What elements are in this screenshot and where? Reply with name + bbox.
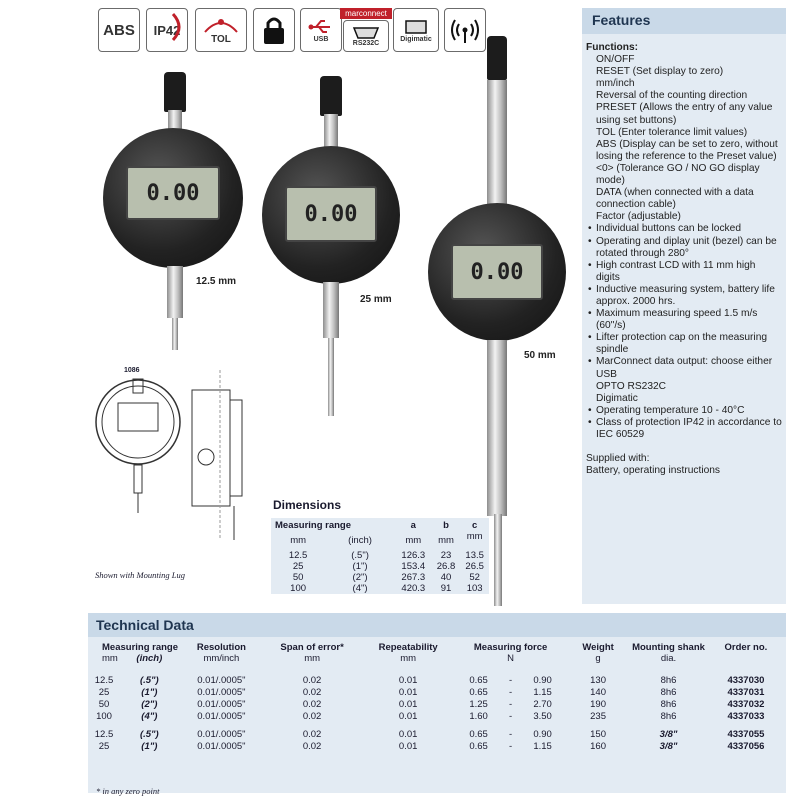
tech-cell: 0.90 <box>533 729 552 740</box>
tech-cell: 100 <box>96 711 112 722</box>
function-item: ON/OFF <box>596 54 635 66</box>
tech-cell: - <box>509 711 513 722</box>
tech-cell: 0.65 <box>469 729 488 740</box>
features-panel <box>582 8 786 604</box>
dimensions-cell: 126.3 <box>401 550 426 561</box>
rs232c-badge <box>343 20 389 52</box>
gauge-2-cap <box>320 76 342 116</box>
technical-data-title: Technical Data <box>88 613 786 637</box>
tech-cell: 4337056 <box>727 741 765 752</box>
tech-cell: 4337055 <box>727 729 765 740</box>
lock-badge <box>253 8 295 52</box>
function-item: <0> (Tolerance GO / NO GO display mode) <box>596 162 760 187</box>
tech-cell: 25 <box>98 741 110 752</box>
tech-cell: 0.02 <box>302 711 322 722</box>
dimensions-cell: 25 <box>292 561 304 572</box>
dimensions-row <box>271 572 489 583</box>
dimensions-cell: 91 <box>440 583 452 594</box>
output-option: OPTO RS232C <box>596 380 667 392</box>
gauge-1-display: 0.00 <box>126 166 220 220</box>
dim-header-b: b <box>443 520 449 531</box>
tech-cell: 1.15 <box>533 741 552 752</box>
dimensions-cell: 420.3 <box>401 583 426 594</box>
drawing-caption: Shown with Mounting Lug <box>95 570 185 580</box>
tech-cell: (.5") <box>139 729 159 740</box>
dimensions-title: Dimensions <box>273 498 342 512</box>
dimensions-cell: 12.5 <box>288 550 308 561</box>
tech-cell: 4337031 <box>727 687 765 698</box>
tech-cell: 0.02 <box>302 741 322 752</box>
gauge-3-tip <box>494 514 502 606</box>
output-option: Digimatic <box>596 392 638 404</box>
functions-heading: Functions: <box>586 42 639 53</box>
digimatic-badge <box>393 8 439 52</box>
tech-cell: 4337033 <box>727 711 765 722</box>
dim-unit: mm <box>405 535 422 546</box>
tech-header: Measuring force <box>473 642 548 653</box>
tech-cell: 0.01/.0005" <box>197 729 246 740</box>
technical-data-body <box>88 637 786 793</box>
tech-cell: 0.02 <box>302 675 322 686</box>
technical-drawing <box>90 365 255 580</box>
function-item: PRESET (Allows the entry of any value using set buttons) <box>596 102 773 126</box>
tech-header: Resolution <box>196 642 246 653</box>
gauge-1-spindle <box>167 266 183 318</box>
ip42-label: IP42 <box>153 22 181 38</box>
dimensions-cell: 23 <box>440 550 452 561</box>
tech-header: Order no. <box>724 642 768 653</box>
dim-header-range: Measuring range <box>275 520 352 531</box>
wireless-badge <box>444 8 486 52</box>
tech-unit: mm <box>400 653 417 664</box>
tech-cell: 1.60 <box>469 711 488 722</box>
tech-cell: 0.01 <box>398 675 418 686</box>
dimensions-cell: 40 <box>440 572 452 583</box>
feature-bullet: • Class of protection IP42 in accordance to IEC 60529 <box>586 417 782 441</box>
tech-unit-row <box>88 653 786 675</box>
dimensions-cell: 267.3 <box>401 572 426 583</box>
tech-cell: 0.65 <box>469 675 488 686</box>
gauge-2-top-stem <box>324 114 338 148</box>
gauge-3-display: 0.00 <box>451 244 543 300</box>
tech-cell: (1") <box>141 687 158 698</box>
tech-unit: g <box>595 653 601 664</box>
tech-cell: 0.01 <box>398 687 418 698</box>
features-body <box>582 34 786 477</box>
tech-cell: - <box>509 741 513 752</box>
lock-icon <box>262 15 286 45</box>
tech-cell: 0.01 <box>398 711 418 722</box>
features-title: Features <box>582 8 786 34</box>
supplied-text: Battery, operating instructions <box>586 465 721 477</box>
tech-header: Weight <box>582 642 614 653</box>
dim-header-c: c <box>472 520 478 531</box>
tech-row <box>88 711 786 723</box>
tech-cell: 8h6 <box>660 699 677 710</box>
tech-cell: - <box>509 699 513 710</box>
tech-unit: mm <box>304 653 321 664</box>
tech-cell: 0.65 <box>469 741 488 752</box>
tech-cell: (1") <box>141 741 158 752</box>
function-item: Factor (adjustable) <box>596 211 681 223</box>
dimensions-cell: 13.5 <box>465 550 484 561</box>
marconnect-banner: marconnect <box>340 8 392 19</box>
tol-label: TOL <box>211 33 231 45</box>
tech-cell: 2.70 <box>533 699 552 710</box>
rs232c-connector-icon <box>352 26 380 40</box>
tech-cell: 235 <box>590 711 606 722</box>
tech-cell: 0.90 <box>533 675 552 686</box>
tech-header: Repeatability <box>378 642 438 653</box>
gauge-1-cap <box>164 72 186 112</box>
dimensions-cell: (1") <box>352 561 368 572</box>
tech-cell: 3/8" <box>659 741 678 752</box>
tech-cell: 12.5 <box>94 675 114 686</box>
drawing-model-label: 1086 <box>124 367 140 374</box>
tech-cell: 12.5 <box>94 729 114 740</box>
tol-gauge-icon <box>201 16 241 34</box>
tech-unit: mm/inch <box>203 653 240 664</box>
ip42-badge <box>146 8 188 52</box>
function-item: ABS (Display can be set to zero, without losing the reference to the Preset value) <box>596 138 778 162</box>
tech-cell: 0.02 <box>302 699 322 710</box>
digimatic-label: Digimatic <box>400 35 432 43</box>
dimensions-cell: 103 <box>466 583 483 594</box>
tech-cell: 0.01 <box>398 729 418 740</box>
dim-unit: (inch) <box>348 535 372 546</box>
gauge-3-cap <box>487 36 507 80</box>
usb-badge <box>300 8 342 52</box>
tech-cell: - <box>509 729 513 740</box>
function-item: Reversal of the counting direction <box>596 90 748 102</box>
dimensions-cell: (4") <box>352 583 368 594</box>
tech-cell: 0.02 <box>302 687 322 698</box>
dimensions-cell: (.5") <box>351 550 369 561</box>
dimensions-header-row <box>271 518 489 531</box>
tech-unit: mm <box>102 653 118 664</box>
tol-badge <box>195 8 247 52</box>
tech-unit-empty <box>706 653 786 675</box>
feature-bullet: • Individual buttons can be locked <box>586 223 782 235</box>
ip42-arc-icon <box>171 12 185 42</box>
tech-row <box>88 741 786 753</box>
dim-header-a: a <box>410 520 416 531</box>
dimensions-cell: 153.4 <box>401 561 426 572</box>
tech-cell: (2") <box>141 699 158 710</box>
tech-row <box>88 675 786 687</box>
tech-header: Measuring range <box>102 642 179 653</box>
tech-cell: 0.01/.0005" <box>197 711 246 722</box>
tech-cell: 150 <box>590 729 606 740</box>
gauge-2-spindle <box>323 282 339 338</box>
dim-unit: mm <box>438 535 454 546</box>
tech-cell: 0.65 <box>469 687 488 698</box>
tech-cell: 4337032 <box>727 699 765 710</box>
tech-cell: 3/8" <box>659 729 678 740</box>
gauge-2-label: 25 mm <box>360 294 392 305</box>
dimensions-row <box>271 583 489 594</box>
feature-bullet: • Lifter protection cap on the measuring spindle <box>586 332 782 356</box>
dimensions-cell: 100 <box>290 583 307 594</box>
output-option: USB <box>596 368 617 380</box>
feature-bullet: • Operating temperature 10 - 40°C <box>586 405 782 417</box>
dimensions-unit-row <box>271 531 489 550</box>
gauge-2-tip <box>328 338 334 416</box>
tech-cell: 0.01/.0005" <box>197 699 246 710</box>
feature-bullet: • Maximum measuring speed 1.5 m/s (60"/s) <box>586 308 782 332</box>
tech-cell: 0.01/.0005" <box>197 741 246 752</box>
tech-cell: 1.15 <box>533 687 552 698</box>
gauge-3-top-stem <box>487 80 507 208</box>
abs-badge: ABS <box>98 8 140 52</box>
dimensions-cell: (2") <box>352 572 368 583</box>
dimensions-table <box>271 518 489 594</box>
technical-data-panel <box>88 613 786 793</box>
wireless-icon <box>450 15 480 45</box>
gauge-3-label: 50 mm <box>524 350 556 361</box>
feature-bullet: • Operating and diplay unit (bezel) can be rotated through 280° <box>586 236 782 260</box>
dim-unit: mm <box>466 531 483 542</box>
tech-cell: - <box>509 675 513 686</box>
function-item: TOL (Enter tolerance limit values) <box>596 126 748 138</box>
tech-cell: 3.50 <box>533 711 552 722</box>
tech-cell: 0.01 <box>398 741 418 752</box>
feature-bullet: • MarConnect data output: choose either <box>586 356 782 368</box>
drawing-front-view <box>90 365 255 555</box>
function-item: RESET (Set display to zero) <box>596 66 724 78</box>
tech-cell: 4337030 <box>727 675 765 686</box>
function-item: mm/inch <box>596 78 635 90</box>
tech-cell: 8h6 <box>660 687 677 698</box>
gauge-2-display: 0.00 <box>285 186 377 242</box>
tech-cell: 140 <box>590 687 606 698</box>
technical-footnote: * in any zero point <box>96 786 160 796</box>
tech-header: Span of error* <box>280 642 344 653</box>
tech-row <box>88 699 786 711</box>
tech-cell: 25 <box>98 687 110 698</box>
gauge-3-spindle <box>487 340 507 516</box>
tech-cell: (4") <box>141 711 158 722</box>
tech-cell: 8h6 <box>660 675 677 686</box>
dimensions-cell: 26.5 <box>465 561 484 572</box>
tech-unit: dia. <box>660 653 677 664</box>
dimensions-row <box>271 550 489 561</box>
tech-cell: 160 <box>590 741 606 752</box>
tech-unit: (inch) <box>136 653 163 664</box>
tech-header: Mounting shank <box>632 642 705 653</box>
function-item: DATA (when connected with a data connection cable) <box>596 187 754 211</box>
dimensions-panel <box>271 498 491 608</box>
tech-header-row <box>88 637 786 653</box>
tech-cell: 190 <box>590 699 606 710</box>
tech-unit: N <box>507 653 515 664</box>
tech-cell: 130 <box>590 675 606 686</box>
tech-cell: (.5") <box>139 675 159 686</box>
dimensions-cell: 52 <box>469 572 480 583</box>
dimensions-cell: 26.8 <box>436 561 456 572</box>
feature-bullet: • High contrast LCD with 11 mm high digits <box>586 260 782 284</box>
tech-cell: 1.25 <box>469 699 488 710</box>
usb-icon <box>308 18 334 36</box>
tech-row <box>88 687 786 699</box>
dimensions-row <box>271 561 489 572</box>
tech-cell: 0.01 <box>398 699 418 710</box>
tech-cell: 50 <box>98 699 110 710</box>
gauge-1-tip <box>172 318 178 350</box>
rs232c-label: RS232C <box>352 39 380 47</box>
dimensions-cell: 50 <box>292 572 304 583</box>
tech-cell: 0.01/.0005" <box>197 687 246 698</box>
tech-row <box>88 723 786 741</box>
tech-cell: 8h6 <box>660 711 677 722</box>
supplied-heading: Supplied with: <box>586 453 650 465</box>
tech-cell: 0.02 <box>302 729 322 740</box>
technical-data-table <box>88 637 786 753</box>
tech-cell: 0.01/.0005" <box>197 675 246 686</box>
usb-label: USB <box>313 35 329 43</box>
dim-unit: mm <box>290 535 307 546</box>
gauge-1-label: 12.5 mm <box>196 276 237 287</box>
feature-bullet: • Inductive measuring system, battery life approx. 2000 hrs. <box>586 284 782 308</box>
tech-cell: - <box>509 687 513 698</box>
digimatic-connector-icon <box>403 18 429 36</box>
